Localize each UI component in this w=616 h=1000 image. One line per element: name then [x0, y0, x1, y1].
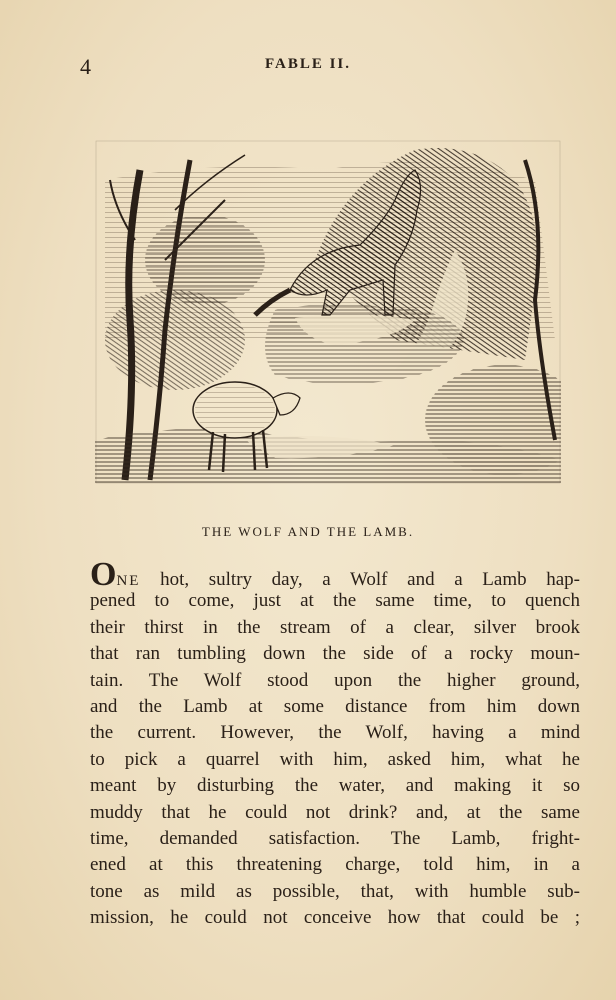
illustration-caption: THE WOLF AND THE LAMB.	[201, 524, 415, 539]
text-line: and the Lamb at some distance from him down	[90, 695, 580, 717]
text-line: time, demanded satisfaction. The Lamb, fright-	[90, 827, 580, 849]
fable-text	[90, 556, 580, 931]
text-line: mission, he could not conceive how that could be ;	[90, 907, 580, 929]
text-line: the current. However, the Wolf, having a mind	[90, 722, 580, 744]
drop-cap: O	[90, 556, 117, 593]
first-word-smallcaps: NE	[116, 573, 141, 589]
page-number: 4	[80, 54, 91, 79]
text-line: their thirst in the stream of a clear, silver brook	[90, 616, 580, 638]
text-line: pened to come, just at the same time, to quench	[90, 590, 580, 612]
text-line	[90, 556, 580, 593]
first-line-text: hot, sultry day, a Wolf and a Lamb hap-	[160, 569, 580, 590]
text-line: ened at this threatening charge, told him, in a	[90, 854, 580, 876]
text-line: that ran tumbling down the side of a rocky moun-	[90, 643, 580, 665]
text-line: tone as mild as possible, that, with humble sub-	[90, 880, 580, 902]
running-head: FABLE II.	[264, 56, 352, 72]
text-line: meant by disturbing the water, and making it so	[90, 775, 580, 797]
text-line: to pick a quarrel with him, asked him, what he	[90, 748, 580, 770]
wolf-and-lamb-illustration	[95, 140, 561, 484]
text-line: muddy that he could not drink? and, at the same	[90, 801, 580, 823]
text-line: tain. The Wolf stood upon the higher ground,	[90, 669, 580, 691]
